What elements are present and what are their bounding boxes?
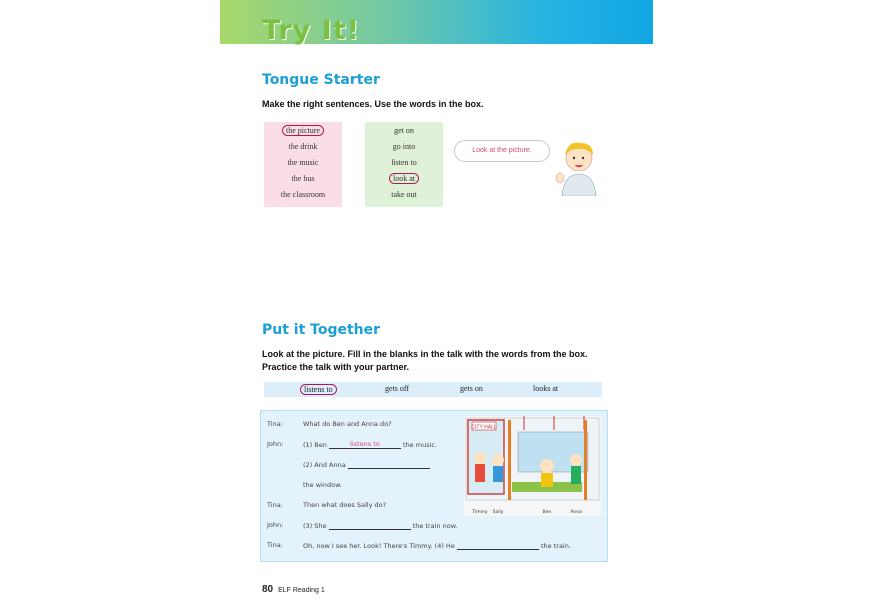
answer-blank[interactable] [457,541,539,550]
title-banner [220,0,653,44]
word-item: get on [394,126,414,135]
speaker-label: Tina: [267,501,283,509]
together-instruction-2: Practice the talk with your partner. [262,362,410,372]
word-box-left [264,122,342,207]
speaker-label: John: [267,440,284,448]
dialogue-line [303,460,430,469]
box-word: looks at [533,384,559,393]
tongue-instruction: Make the right sentences. Use the words in the box. [262,99,484,109]
word-item: go into [392,142,416,151]
character-name: Anna [570,510,582,515]
boy-illustration [554,138,604,196]
page-footer [262,584,325,595]
word-item: listen to [391,158,417,167]
tongue-starter-title: Tongue Starter [262,72,380,88]
train-scene-illustration [464,416,601,516]
dialogue-text: Then what does Sally do? [303,501,387,509]
box-word: listens to [300,384,337,395]
word-item: the music [287,158,319,167]
character-name: Timmy [472,510,488,515]
dialogue-text: the window. [303,481,342,489]
word-box-bar [264,382,602,397]
textbook-page [220,0,653,612]
character-name: Sally [492,510,504,515]
word-item: the drink [288,142,318,151]
word-item [365,171,443,187]
dialogue-line [303,521,458,530]
word-box-right [365,122,443,207]
answer-blank[interactable] [329,521,411,530]
circled-word: look at [389,173,419,184]
banner-title: Try It! [262,15,361,46]
dialogue-text: the train now. [412,522,458,530]
circled-word: the picture [282,125,324,136]
dialogue-text: (2) And Anna [303,461,346,469]
dialogue-text: (3) She [303,522,327,530]
speech-bubble: Look at the picture. [454,140,550,162]
dialogue-text: (1) Ben [303,441,327,449]
dialogue-text: Oh, now I see her. Look! There's Timmy. (4) He [303,542,455,550]
put-it-together-title: Put it Together [262,322,381,338]
speaker-label: Tina: [267,541,283,549]
together-instruction-1: Look at the picture. Fill in the blanks in the talk with the words from the box. [262,349,588,359]
box-word: gets on [460,384,483,393]
dialogue-line [303,541,571,550]
box-word: gets off [385,384,410,393]
answer-blank-filled: listens to [329,440,401,449]
book-title: ELF Reading 1 [278,587,325,594]
answer-blank[interactable] [348,460,430,469]
dialogue-text: the train. [540,542,571,550]
city-hall-sign: CITY HALL [471,424,497,431]
page-number: 80 [262,584,274,595]
dialogue-text: What do Ben and Anna do? [303,420,392,428]
word-item: take out [391,190,417,199]
word-item: the classroom [280,190,326,199]
speaker-label: Tina: [267,420,283,428]
speaker-label: John: [267,521,284,529]
dialogue-line [303,440,437,449]
word-item: the bus [291,174,315,183]
word-item [264,123,342,139]
dialogue-text: the music. [403,441,438,449]
character-name: Ben [542,510,552,515]
